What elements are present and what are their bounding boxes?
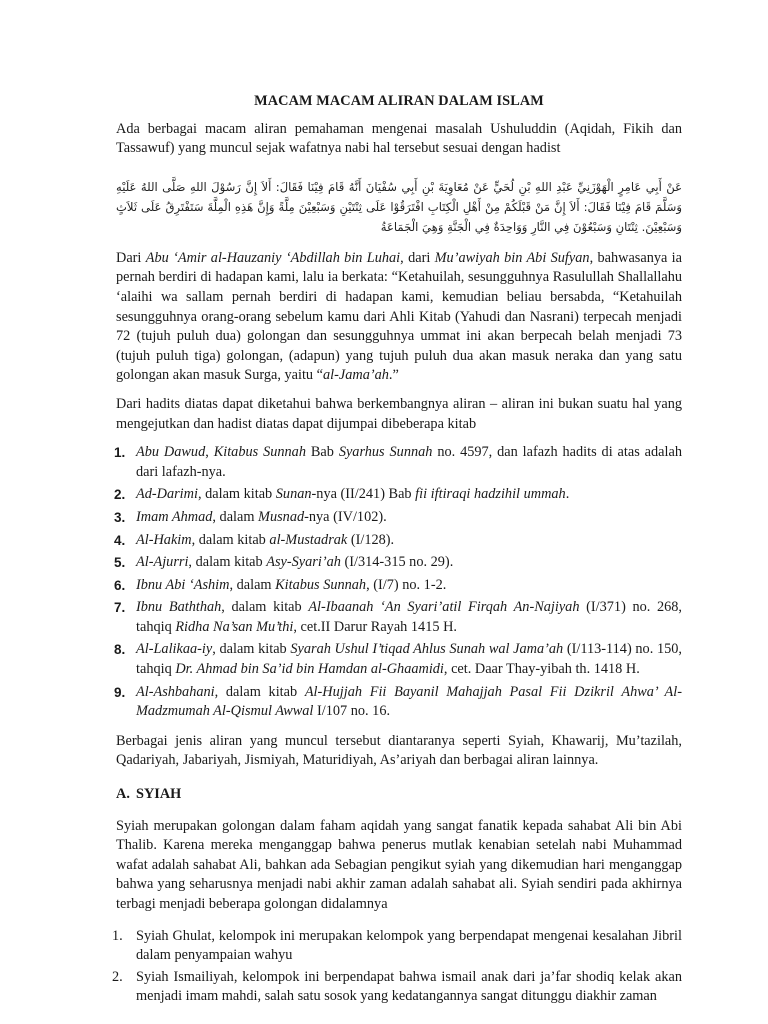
reference-number: 3.: [114, 509, 126, 525]
syiah-group-item: [112, 968, 682, 1007]
reference-number: 2.: [114, 487, 126, 503]
reference-item: 4. Al-Hakim, dalam kitab al-Mustadrak (I/128).: [116, 531, 682, 551]
reference-item: 7. Ibnu Baththah, dalam kitab Al-Ibaanah ‘An Syari’atil Firqah An-Najiyah (I/371) no. 268, tahqiq Ridha Na’san Mu’thi, cet.II Darur Rayah 1415 H.: [114, 599, 682, 635]
reference-item: 9. Al-Ashbahani, dalam kitab Al-Hujjah Fii Bayanil Mahajjah Pasal Fii Dzikril Ahwa’ Al-Madzmumah Al-Qismul Awwal I/107 no. 16.: [114, 683, 682, 720]
group-text: Syiah Ismailiyah, kelompok ini berpendapat bahwa ismail anak dari ja’far shodiq kelak akan menjadi imam mahdi, salah satu sosok yang kedatangannya sangat ditunggu diakhir zaman: [136, 968, 682, 1005]
syiah-paragraph: Syiah merupakan golongan dalam faham aqidah yang sangat fanatik kepada sahabat Ali bin Abi Thalib. Karena mereka menganggap bahwa penerus mutlak kenabian setelah nabi Muhammad wafat adalah sahabat Ali, bahkan ada Sebagian pengikut syiah yang dikemudian hari menganggap bahwa yang seharusnya menjadi nabi akhir zaman adalah sahabat ali. Syiah sendiri pada akhirnya terbagi menjadi beberapa golongan didalamnya: [116, 817, 682, 912]
reference-number: 6.: [114, 577, 126, 593]
reference-item: 5. Al-Ajurri, dalam kitab Asy-Syari’ah (I/314-315 no. 29).: [116, 553, 682, 573]
group-text: Syiah Ghulat, kelompok ini merupakan kelompok yang berpendapat mengenai kesalahan Jibril dalam penyampaian wahyu: [136, 927, 682, 964]
sources-intro-paragraph: Dari hadits diatas dapat diketahui bahwa berkembangnya aliran – aliran ini bukan suatu hal yang mengejutkan dan hadist diatas dapat dijumpai dibeberapa kitab: [116, 395, 682, 432]
reference-item: 3. Imam Ahmad, dalam Musnad-nya (IV/102).: [116, 508, 682, 528]
reference-item: 8. Al-Lalikaa-iy, dalam kitab Syarah Ushul I’tiqad Ahlus Sunah wal Jama’ah (I/113-114) no. 150, tahqiq Dr. Ahmad bin Sa’id bin Hamdan al-Ghaamidi, cet. Daar Thay-yibah th. 1418 H.: [114, 641, 682, 678]
syiah-group-item: [112, 927, 682, 966]
reference-number: 7.: [114, 600, 126, 616]
reference-number: 4.: [114, 532, 126, 548]
group-number: 2.: [112, 968, 123, 985]
reference-number: 5.: [114, 555, 126, 571]
reference-item: 1. Abu Dawud, Kitabus Sunnah Bab Syarhus Sunnah no. 4597, dan lafazh hadits di atas adalah dari lafazh-nya.: [114, 444, 682, 480]
group-number: 1.: [112, 927, 123, 944]
reference-item: 2. Ad-Darimi, dalam kitab Sunan-nya (II/241) Bab fii iftiraqi hadzihil ummah.: [116, 485, 682, 505]
reference-item: 6. Ibnu Abi ‘Ashim, dalam Kitabus Sunnah, (I/7) no. 1-2.: [116, 576, 682, 596]
aliran-summary-paragraph: Berbagai jenis aliran yang muncul tersebut diantaranya seperti Syiah, Khawarij, Mu’tazilah, Qadariyah, Jabariyah, Jismiyah, Maturidiyah, As’ariyah dan berbagai aliran lainnya.: [116, 732, 682, 769]
reference-number: 9.: [114, 684, 126, 700]
section-heading-syiah: A. SYIAH: [116, 786, 182, 803]
reference-number: 8.: [114, 642, 126, 658]
intro-paragraph: Ada berbagai macam aliran pemahaman mengenai masalah Ushuluddin (Aqidah, Fikih dan Tassawuf) yang muncul sejak wafatnya nabi hal tersebut sesuai dengan hadist: [116, 120, 682, 157]
syiah-group-list: [112, 927, 682, 1007]
page-title: MACAM MACAM ALIRAN DALAM ISLAM: [254, 93, 544, 109]
reference-list: [116, 443, 682, 722]
hadith-translation-paragraph: Dari Abu ‘Amir al-Hauzaniy ‘Abdillah bin Luhai, dari Mu’awiyah bin Abi Sufyan, bahwasanya ia pernah berdiri di hadapan kami, lalu ia berkata: “Ketahuilah, sesungguhnya Rasulullah Shallallahu ‘alaihi wa sallam pernah berdiri di hadapan kami, kemudian beliau bersabda, “Ketahuilah sesungguhnya orang-orang sebelum kamu dari Ahli Kitab (Yahudi dan Nasrani) terpecah menjadi 72 (tujuh puluh dua) golongan dan sesungguhnya ummat ini akan berpecah belah menjadi 73 (tujuh puluh tiga) golongan, (adapun) yang tujuh puluh dua akan masuk neraka dan yang satu golongan akan masuk Surga, yaitu “al-Jama’ah.”: [116, 249, 682, 384]
reference-number: 1.: [114, 445, 126, 461]
arabic-hadith-text: عَنْ أَبِي عَامِرٍ الْهَوْزَنِيِّ عَبْدِ اللهِ بْنِ لُحَيٍّ عَنْ مُعَاوِيَةَ بْنِ أَبِي سُفْيَانَ أَنَّهُ قَامَ فِيْنَا فَقَالَ: أَلاَ إِنَّ رَسُوْلَ اللهِ صَلَّى اللهُ عَلَيْهِ وَسَلَّمَ قَامَ فِيْنَا فَقَالَ: أَلاَ إِنَّ مَنْ قَبْلَكُمْ مِنْ أَهْلِ الْكِتَابِ افْتَرَقُوْا عَلَى ثِنْتَيْنِ وَسَبْعِيْنَ مِلَّةً وَإِنَّ هَذِهِ الْمِلَّةَ سَتَفْتَرِقُ عَلَى ثَلاَثٍ وَسَبْعِيْنَ. ثِنْتَانِ وَسَبْعُوْنَ فِي النَّارِ وَوَاحِدَةٌ فِي الْجَنَّةِ وَهِيَ الْجَمَاعَةُ: [116, 179, 682, 234]
